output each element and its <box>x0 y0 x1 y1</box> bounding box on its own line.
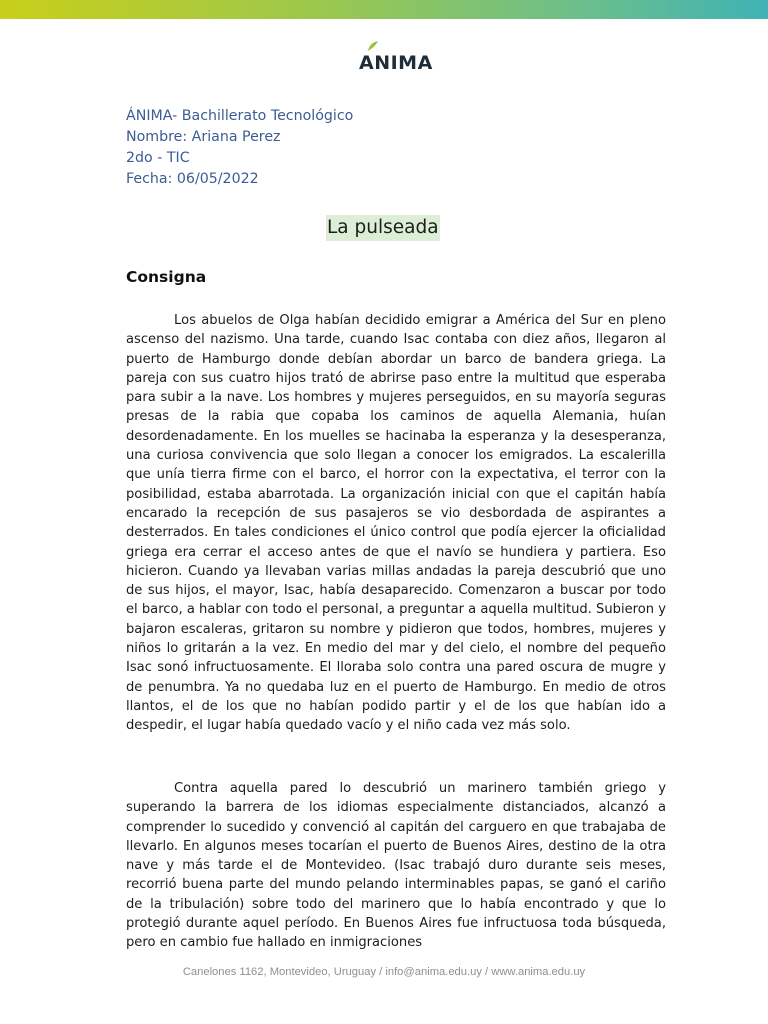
group-line: 2do - TIC <box>126 150 190 166</box>
institution-line: ÁNIMA- Bachillerato Tecnológico <box>126 108 354 124</box>
page-footer: Canelones 1162, Montevideo, Uruguay / info@anima.edu.uy / www.anima.edu.uy <box>182 966 586 978</box>
student-name-line: Nombre: Ariana Perez <box>126 129 281 145</box>
body-paragraph: Contra aquella pared lo descubrió un marinero también griego y superando la barrera de los idiomas especialmente distanciados, alcanzó a comprender lo sucedido y convenció al capitán del carguero en que trabajaba de llevarlo. En algunos meses tocarían el puerto de Buenos Aires, destino de la otra nave y más tarde el de Montevideo. (Isac trabajó duro durante seis meses, recorrió buena parte del mundo pelando interminables papas, se ganó el cariño de la tribulación) sobre todo del marinero que lo había encontrado y que lo protegió durante aquel período. En Buenos Aires fue infructuosa toda búsqueda, pero en cambio fue hallado en inmigraciones <box>126 781 666 951</box>
body-paragraph: Los abuelos de Olga habían decidido emigrar a América del Sur en pleno ascenso del nazismo. Una tarde, cuando Isac contaba con diez años, llegaron al puerto de Hamburgo donde debían abordar un barco de bandera griega. La pareja con sus cuatro hijos trató de abrirse paso entre la multitud que esperaba para subir a la nave. Los hombres y mujeres perseguidos, en su mayoría seguras presas de la rabia que copaba los caminos de aquella Alemania, huían desordenadamente. En los muelles se hacinaba la esperanza y la desesperanza, una curiosa convivencia que solo llegan a conocer los emigrados. La escalerilla que unía tierra firme con el barco, el horror con la expectativa, el terror con la posibilidad, estaba abarrotada. La organización inicial con que el capitán había encarado la recepción de sus pasajeros se vio desbordada de aspirantes a desterrados. En tales condiciones el único control que podía ejercer la oficialidad griega era cerrar el acceso antes de que el navío se hundiera y partiera. Eso hicieron. Cuando ya llevaban varias millas andadas la pareja descubrió que uno de sus hijos, el mayor, Isac, había desaparecido. Comenzaron a buscar por todo el barco, a hablar con todo el personal, a preguntar a aquella multitud. Subieron y bajaron escaleras, gritaron su nombre y pidieron que todos, hombres, mujeres y niños lo gritarán a la vez. En medio del mar y del cielo, el nombre del pequeño Isac sonó infructuosamente. El lloraba solo contra una pared oscura de mugre y de penumbra. Ya no quedaba luz en el puerto de Hamburgo. En medio de otros llantos, el de los que no habían podido partir y el de los que habían ido a despedir, el lugar había quedado vacío y el niño cada vez más solo. <box>126 313 666 734</box>
top-gradient-bar <box>0 0 768 19</box>
student-header <box>126 106 353 190</box>
section-heading: Consigna <box>126 268 207 286</box>
logo-wordmark: ANIMA <box>359 52 433 74</box>
date-line: Fecha: 06/05/2022 <box>126 171 259 187</box>
document-title: La pulseada <box>326 215 440 241</box>
anima-logo <box>354 40 444 76</box>
leaf-icon <box>366 40 380 52</box>
